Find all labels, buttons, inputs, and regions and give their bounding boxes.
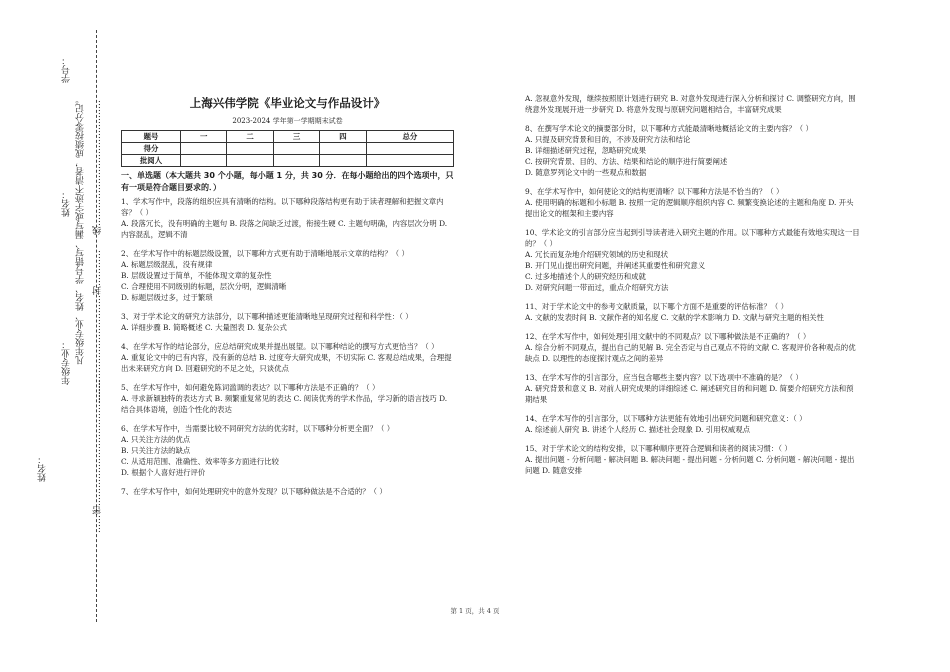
binding-line-text: 线……………………………………: [93, 100, 103, 235]
left-column: [121, 96, 454, 505]
question-option: A. 标题层级混乱，没有规律: [121, 260, 213, 269]
question-option: D. 对研究问题一带而过，重点介绍研究方法: [525, 283, 669, 292]
question-stem: 13、在学术写作的引言部分，应当包含哪些主要内容？以下选项中不准确的是？（ ）: [525, 373, 803, 382]
score-row-label: 批阅人: [122, 155, 181, 167]
school-label: 姓名：: [38, 455, 48, 482]
question-option: A. 详细步骤 B. 简略概述 C. 大量图表 D. 复杂公式: [121, 323, 287, 332]
question-option: C. 过多地描述个人的研究经历和成就: [525, 272, 646, 281]
question: [525, 413, 860, 435]
question-stem: 8、在撰写学术论文的摘要部分时，以下哪种方式能最清晰地概括论文的主要内容？（ ）: [525, 124, 813, 133]
question-option: A. 综合分析不同观点，提出自己的见解 B. 完全否定与自己观点不符的文献 C. 客观评价各种观点的优缺点 D. 以理性的态度探讨观点之间的差异: [525, 343, 856, 363]
exam-title: 上海兴伟学院《毕业论文与作品设计》: [189, 96, 386, 110]
binding-seal-text: ………………………………封…………: [93, 250, 103, 403]
score-col-header: 总分: [366, 131, 453, 143]
score-cell[interactable]: [181, 155, 227, 167]
question-option: A. 重复论文中的已有内容，没有新的总结 B. 过度夸大研究成果，不切实际 C. 客观总结成果，合理提出未来研究方向 D. 回避研究的不足之处，只谈优点: [121, 353, 452, 373]
question-option: A. 提出问题 - 分析问题 - 解决问题 B. 解决问题 - 提出问题 - 分析问题 C. 分析问题 - 解决问题 - 提出问题 D. 随意安排: [525, 455, 855, 475]
question-option: C. 合理使用不同级别的标题，层次分明，逻辑清晰: [121, 282, 287, 291]
right-column: [525, 93, 860, 484]
question-stem: 4、在学术写作的结论部分，应总结研究成果并提出展望。以下哪种结论的撰写方式更恰当？（ ）: [121, 342, 439, 351]
question: [121, 311, 454, 333]
question-option: A. 文献的发表时间 B. 文献作者的知名度 C. 文献的学术影响力 D. 文献与研究主题的相关性: [525, 313, 824, 322]
score-cell[interactable]: [366, 155, 453, 167]
question-option: B. 层级设置过于简单，不能体现文章的复杂性: [121, 271, 272, 280]
question-stem: 15、对于学术论文的结构安排，以下哪种顺序更符合逻辑和读者的阅读习惯：（ ）: [525, 444, 792, 453]
question-option: A. 忽视意外发现，继续按照原计划进行研究 B. 对意外发现进行深入分析和探讨 C. 调整研究方向，围绕意外发现展开进一步研究 D. 将意外发现与原研究问题相结合，丰富研究成果: [525, 94, 856, 114]
question-stem: 11、对于学术论文中的参考文献质量，以下哪个方面不是重要的评估标准？（ ）: [525, 302, 789, 311]
question: [121, 382, 454, 415]
question-stem: 14、在学术写作的引言部分，以下哪种方法更能有效地引出研究问题和研究意义：（ ）: [525, 414, 807, 423]
question: [525, 372, 860, 405]
score-table-row: [122, 155, 454, 167]
question-option: B. 开门见山提出研究问题，并阐述其重要性和研究意义: [525, 261, 706, 270]
exam-subtitle: 2023-2024 学年第一学期期末试卷: [232, 117, 343, 125]
score-cell[interactable]: [227, 143, 273, 155]
question: [525, 227, 860, 293]
question-option: A. 使用明确的标题和小标题 B. 按照一定的逻辑顺序组织内容 C. 频繁变换论述的主题和角度 D. 开头提出论文的框架和主要内容: [525, 198, 854, 218]
score-col-header: 一: [181, 131, 227, 143]
score-row-label: 得分: [122, 143, 181, 155]
question: [525, 331, 860, 364]
major-label: 年级专业：: [62, 340, 72, 385]
question-option: A. 冗长而复杂地介绍研究领域的历史和现状: [525, 250, 669, 259]
question-stem: 12、在学术写作中，如何处理引用文献中的不同观点？以下哪种做法是不正确的？（ ）: [525, 332, 811, 341]
score-cell[interactable]: [227, 155, 273, 167]
score-cell[interactable]: [273, 143, 319, 155]
score-cell[interactable]: [320, 155, 366, 167]
question-option: D. 根据个人喜好进行评价: [121, 468, 206, 477]
binding-notice: 凡年级专业、姓名、学号错写、漏写或字迹不清者，成绩按零分记。: [76, 95, 86, 365]
question: [121, 423, 454, 478]
score-table-row: [122, 143, 454, 155]
question: [121, 248, 454, 303]
score-cell[interactable]: [320, 143, 366, 155]
score-col-header: 题号: [122, 131, 181, 143]
question-option: D. 标题层级过多，过于繁琐: [121, 293, 213, 302]
page-footer: 第 1 页，共 4 页: [450, 607, 500, 615]
student-id-label: 学号：: [62, 56, 72, 83]
score-table-header-row: [122, 131, 454, 143]
score-cell[interactable]: [273, 155, 319, 167]
binding-margin: [0, 0, 115, 672]
question-option: A. 寻求新颖独特的表达方式 B. 频繁重复常见的表达 C. 阅读优秀的学术作品，学习新的语言技巧 D. 结合具体语境，创造个性化的表达: [121, 394, 448, 414]
question-stem: 2、在学术写作中的标题层级设置，以下哪种方式更有助于清晰地展示文章的结构？（ ）: [121, 249, 409, 258]
question-option: A. 段落冗长，没有明确的主题句 B. 段落之间缺乏过渡，衔接生硬 C. 主题句明确，内容层次分明 D. 内容混乱，逻辑不清: [121, 219, 448, 239]
question: [525, 301, 860, 323]
question-stem: 7、在学术写作中，如何处理研究中的意外发现？以下哪种做法是不合适的？（ ）: [121, 487, 387, 496]
question-option: C. 按研究背景、目的、方法、结果和结论的顺序进行简要阐述: [525, 157, 728, 166]
score-cell[interactable]: [181, 143, 227, 155]
question-option: B. 详细描述研究过程，忽略研究成果: [525, 146, 646, 155]
section-heading: 一、单选题（本大题共 30 个小题，每小题 1 分，共 30 分．在每小题给出的四个选项中，只有一项是符合题目要求的．）: [121, 171, 454, 192]
question-stem: 5、在学术写作中，如何避免陈词滥调的表达？以下哪种方法是不正确的？（ ）: [121, 383, 380, 392]
question: [525, 443, 860, 476]
question-option: C. 从适用范围、准确性、效率等多方面进行比较: [121, 457, 279, 466]
question: [121, 486, 454, 497]
question: [121, 341, 454, 374]
question: [525, 186, 860, 219]
question-stem: 10、学术论文的引言部分应当起到引导读者进入研究主题的作用。以下哪种方式最能有效地实现这一目的？（ ）: [525, 228, 860, 248]
question-option: A. 综述前人研究 B. 讲述个人经历 C. 描述社会现象 D. 引用权威观点: [525, 425, 751, 434]
score-col-header: 三: [273, 131, 319, 143]
name-label: 姓名：: [62, 190, 72, 217]
binding-dense-text: ……密……………………………………: [93, 380, 103, 533]
question-option: A. 研究背景和意义 B. 对前人研究成果的详细综述 C. 阐述研究目的和问题 D. 简要介绍研究方法和预期结果: [525, 384, 854, 404]
score-col-header: 二: [227, 131, 273, 143]
question-option: A. 只关注方法的优点: [121, 435, 191, 444]
question-stem: 1、学术写作中，段落的组织应具有清晰的结构。以下哪种段落结构更有助于读者理解和把握文章内容？（ ）: [121, 197, 444, 217]
question: [525, 123, 860, 178]
question-option: B. 只关注方法的缺点: [121, 446, 191, 455]
question: [121, 196, 454, 240]
question-option: A. 只提及研究背景和目的，不涉及研究方法和结论: [525, 135, 691, 144]
score-col-header: 四: [320, 131, 366, 143]
question-option: D. 随意罗列论文中的一些观点和数据: [525, 168, 647, 177]
question-stem: 3、对于学术论文的研究方法部分，以下哪种描述更能清晰地呈现研究过程和科学性：（ ）: [121, 312, 413, 321]
score-table: [121, 130, 454, 167]
question-stem: 9、在学术写作中，如何使论文的结构更清晰？以下哪种方法是不恰当的？（ ）: [525, 187, 784, 196]
question: [525, 93, 860, 115]
question-stem: 6、在学术写作中，当需要比较不同研究方法的优劣时，以下哪种分析更全面？（ ）: [121, 424, 395, 433]
score-cell[interactable]: [366, 143, 453, 155]
